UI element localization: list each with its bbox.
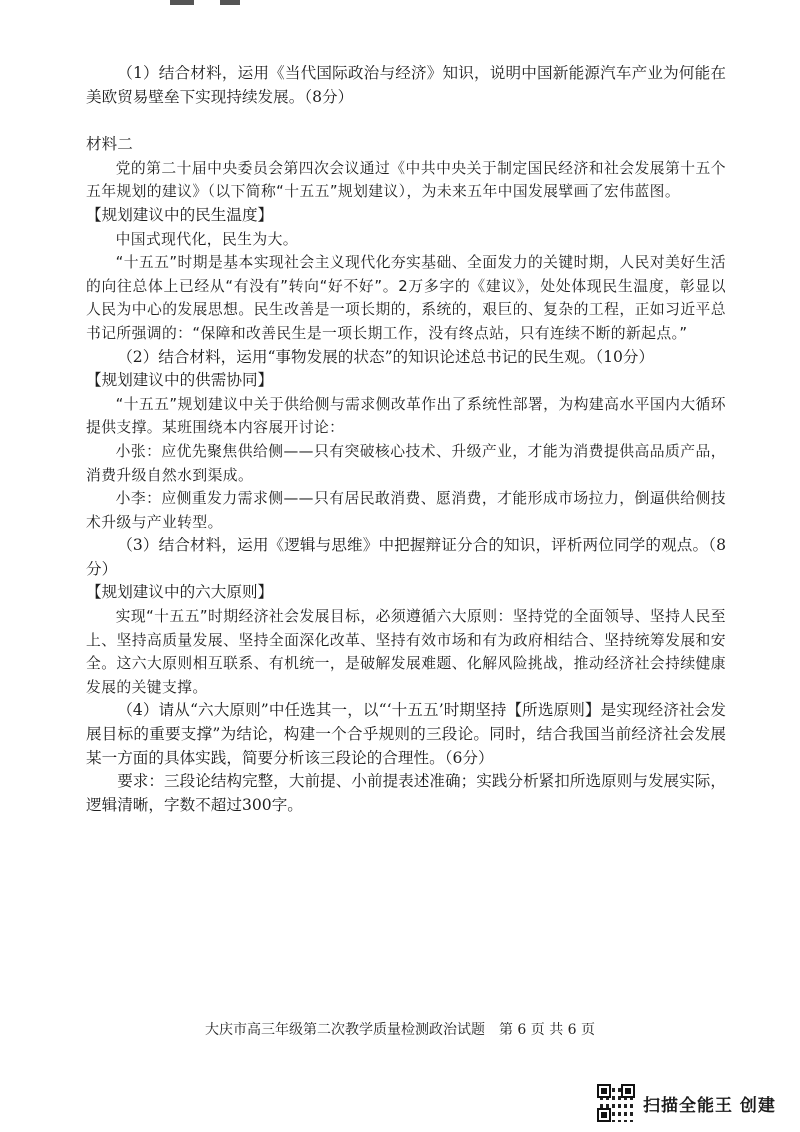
section-3-line: 实现“十五五”时期经济社会发展目标，必须遵循六大原则：坚持党的全面领导、坚持人民至上、坚持高质量发展、坚持全面深化改革、坚持有效市场和有为政府相结合、坚持统筹发展和安全。这六大原则相互联系、有机统一，是破解发展难题、化解风险挑战，推动经济社会持续健康发展的关键支撑。 [86, 608, 726, 696]
page-footer: 大庆市高三年级第二次教学质量检测政治试题 第 6 页 共 6 页 [204, 1022, 596, 1038]
question-4-requirement: 要求：三段论结构完整，大前提、小前提表述准确；实践分析紧扣所选原则与发展实际，逻辑清晰，字数不超过300字。 [86, 772, 726, 814]
question-3: （3）结合材料，运用《逻辑与思维》中把握辩证分合的知识，评析两位同学的观点。（8分） [86, 536, 726, 578]
section-2-heading: 【规划建议中的供需协同】 [86, 371, 274, 390]
question-1: （1）结合材料，运用《当代国际政治与经济》知识，说明中国新能源汽车产业为何能在美欧贸易壁垒下实现持续发展。（8分） [86, 64, 726, 106]
section-2-line: 小李：应侧重发力需求侧——只有居民敢消费、愿消费，才能形成市场拉力，倒逼供给侧技术升级与产业转型。 [86, 490, 726, 531]
section-1-line: “十五五”时期是基本实现社会主义现代化夯实基础、全面发力的关键时期，人民对美好生活的向往总体上已经从“有没有”转向“好不好”。2万多字的《建议》，处处体现民生温度，彰显以人民为中心的发展思想。民生改善是一项长期的，系统的，艰巨的、复杂的工程，正如习近平总书记所强调的：“保障和改善民生是一项长期工作，没有终点站，只有连续不断的新起点。” [86, 254, 726, 342]
section-2-line: “十五五”规划建议中关于供给侧与需求侧改革作出了系统性部署，为构建高水平国内大循环提供支撑。某班围绕本内容展开讨论： [86, 395, 726, 437]
material-2-heading: 材料二 [86, 135, 133, 154]
question-2: （2）结合材料，运用“事物发展的状态”的知识论述总书记的民生观。（10分） [117, 347, 655, 366]
section-1-line: 中国式现代化，民生为大。 [115, 230, 298, 248]
scanner-watermark [597, 1084, 776, 1122]
top-edge-mark [170, 0, 194, 5]
section-3-heading: 【规划建议中的六大原则】 [86, 583, 274, 602]
section-2-line: 小张：应优先聚焦供给侧——只有突破核心技术、升级产业，才能为消费提供高品质产品，消费升级自然水到渠成。 [86, 442, 726, 484]
exam-page-body [86, 62, 726, 817]
top-edge-mark [220, 0, 240, 5]
scanner-brand-label: 扫描全能王 创建 [643, 1095, 776, 1116]
qr-code-icon [597, 1084, 635, 1122]
material-2-intro: 党的第二十届中央委员会第四次会议通过《中共中央关于制定国民经济和社会发展第十五个五年规划的建议》（以下简称“十五五”规划建议），为未来五年中国发展擘画了宏伟蓝图。 [86, 159, 726, 201]
question-4: （4）请从“六大原则”中任选其一，以“‘十五五’时期坚持【所选原则】是实现经济社会发展目标的重要支撑”为结论，构建一个合乎规则的三段论。同时，结合我国当前经济社会发展某一方面的具体实践，简要分析该三段论的合理性。（6分） [86, 701, 726, 767]
section-1-heading: 【规划建议中的民生温度】 [86, 205, 274, 224]
